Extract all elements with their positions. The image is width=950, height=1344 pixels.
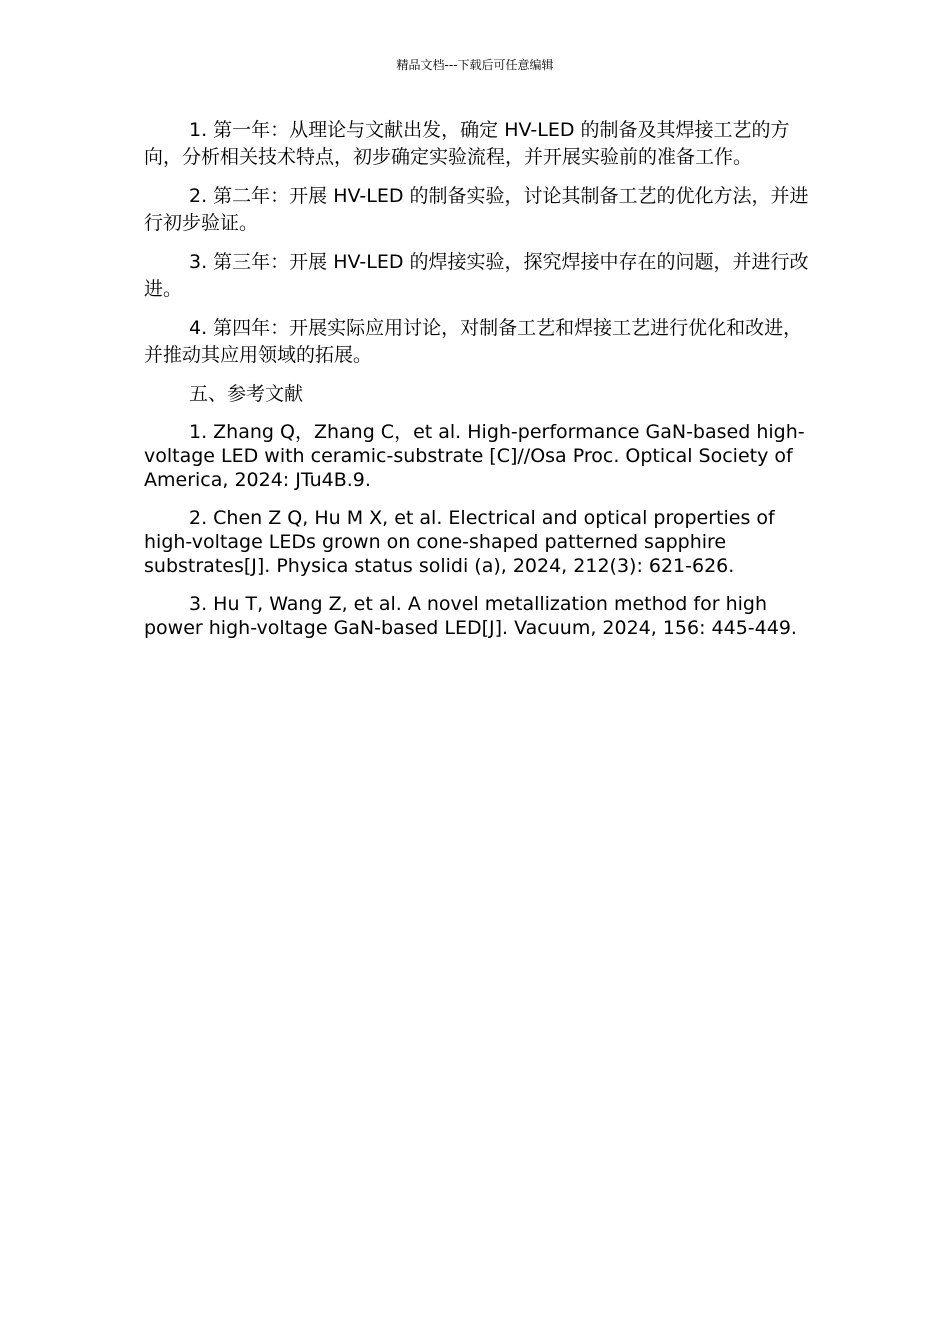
plan-item-year-1: 1. 第一年：从理论与文献出发，确定 HV-LED 的制备及其焊接工艺的方向，分析相关技术特点，初步确定实验流程，并开展实验前的准备工作。	[144, 119, 790, 168]
reference-item-1: 1. Zhang Q，Zhang C，et al. High-performance GaN-based high-voltage LED with ceramic-substrate [C]//Osa Proc. Optical Society of America, 2024: JTu4B.9.	[144, 421, 805, 491]
plan-item-year-4: 4. 第四年：开展实际应用讨论，对制备工艺和焊接工艺进行优化和改进，并推动其应用领域的拓展。	[144, 317, 803, 366]
reference-item-2: 2. Chen Z Q, Hu M X, et al. Electrical and optical properties of high-voltage LEDs grown on cone-shaped patterned sapphire substrates[J]. Physica status solidi (a), 2024, 212(3): 621-626.	[144, 507, 775, 577]
plan-item-year-2: 2. 第二年：开展 HV-LED 的制备实验，讨论其制备工艺的优化方法，并进行初步验证。	[144, 185, 809, 234]
document-body	[144, 117, 812, 654]
references-heading: 五、参考文献	[189, 383, 304, 405]
reference-item-3: 3. Hu T, Wang Z, et al. A novel metallization method for high power high-voltage GaN-based LED[J]. Vacuum, 2024, 156: 445-449.	[144, 593, 797, 639]
page-header: 精品文档---下载后可任意编辑	[396, 58, 554, 72]
plan-item-year-3: 3. 第三年：开展 HV-LED 的焊接实验，探究焊接中存在的问题，并进行改进。	[144, 251, 809, 300]
